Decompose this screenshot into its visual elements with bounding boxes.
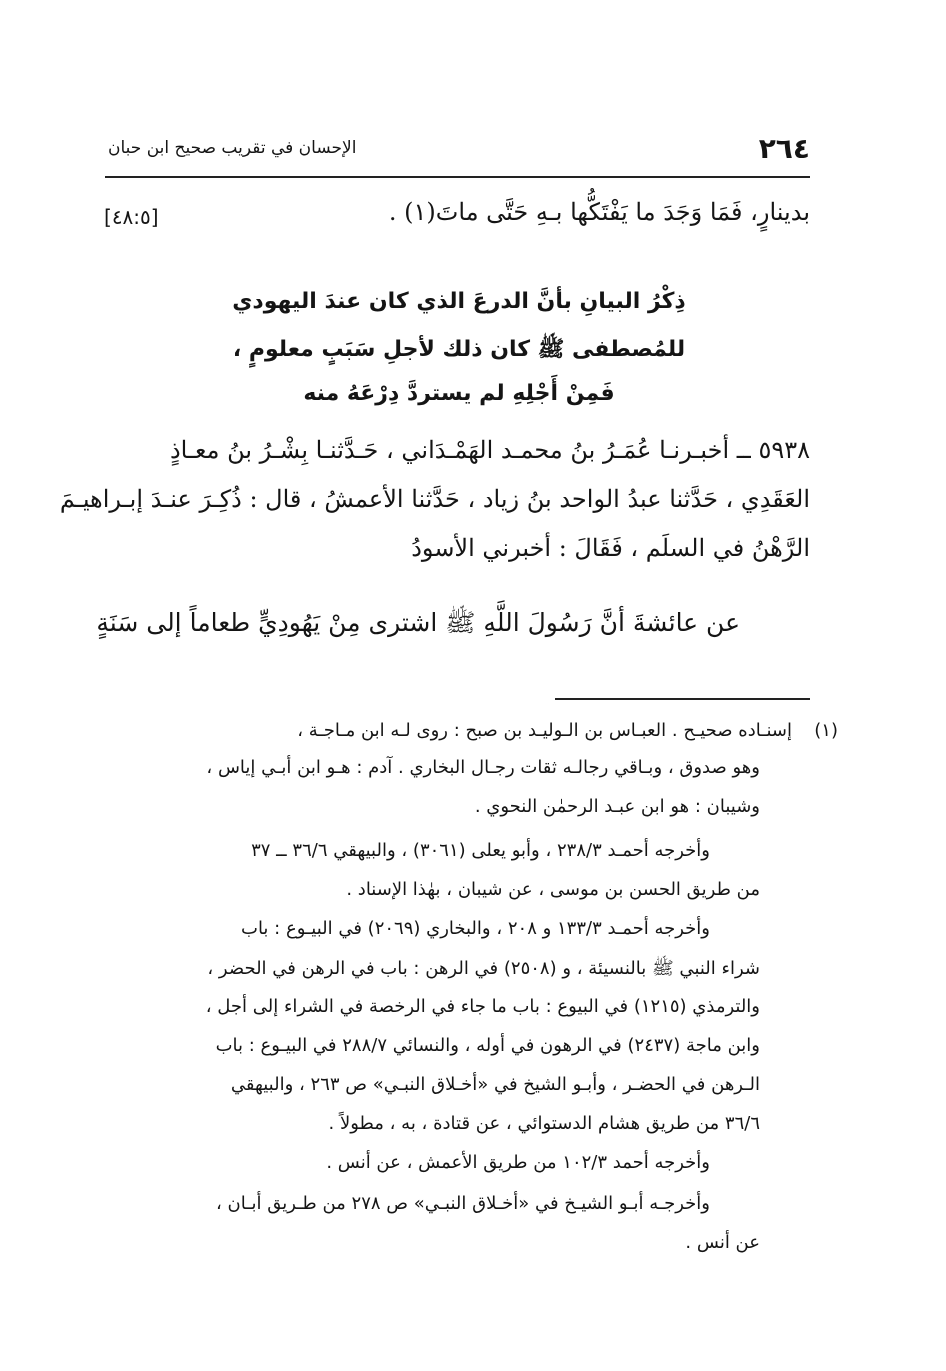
footnote-line: الـرهن في الحضـر ، وأبـو الشيخ في «أخـلاق النبـي» ص ٢٦٣ ، والبيهقي (230, 1074, 760, 1095)
footnote-line: ٣٦/٦ من طريق هشام الدستوائي ، عن قتادة ، به ، مطولاً . (328, 1113, 760, 1134)
footnote-line: عن أنس . (685, 1232, 760, 1253)
footnote-line: وأخرجـه أبـو الشيـخ في «أخـلاق النبـي» ص ٢٧٨ من طـريق أبـان ، (215, 1193, 710, 1214)
running-title: الإحسان في تقريب صحيح ابن حبان (108, 138, 357, 158)
footnote-rule (555, 698, 810, 700)
footnote-line: وأخرجه أحمد ١٠٢/٣ من طريق الأعمش ، عن أنس . (326, 1152, 710, 1173)
chapter-heading-line-2: للمُصطفى ﷺ كان ذلك لأجلِ سَبَبٍ معلومٍ ، (232, 337, 686, 362)
page-number: ٢٦٤ (758, 132, 810, 165)
chapter-heading-line-3: فَمِنْ أَجْلِهِ لم يستردَّ دِرْعَهُ منه (303, 381, 615, 406)
page-header (108, 132, 810, 172)
footnote-line: وأخرجه أحمـد ٢٣٨/٣ ، وأبو يعلى (٣٠٦١) ، والبيهقي ٣٦/٦ ــ ٣٧ (251, 840, 710, 861)
volume-reference: [٤٨:٥] (104, 205, 159, 229)
footnote-line: وابن ماجة (٢٤٣٧) في الرهون في أوله ، والنسائي ٢٨٨/٧ في البيـوع : باب (215, 1035, 760, 1056)
opening-line: بدينارٍ، فَمَا وَجَدَ ما يَفْتَكُّها بـهِ حَتَّى ماتَ(١) . (388, 198, 810, 226)
footnote-line: من طريق الحسن بن موسى ، عن شيبان ، بهٰذا الإسناد . (346, 879, 760, 900)
chapter-heading-line-1: ذِكْرُ البيانِ بأنَّ الدرعَ الذي كان عندَ اليهودي (232, 289, 686, 314)
footnote-line: والترمذي (١٢١٥) في البيوع : باب ما جاء في الرخصة في الشراء إلى أجل ، (205, 996, 760, 1017)
footnote-marker: (١) (814, 720, 838, 741)
footnote-line: وهو صدوق ، وبـاقي رجالـه ثقات رجـال البخاري . آدم : هـو ابن أبـي إياس ، (206, 757, 760, 778)
footnote-line: إسنـاده صحيـح . العبـاس بن الـوليـد بن صبح : روى لـه ابن مـاجـة ، (297, 720, 792, 741)
isnad-line-2: العَقَدِي ، حَدَّثنا عبدُ الواحد بنُ زياد ، حَدَّثنا الأعمشُ ، قال : ذُكِـرَ عنـدَ إبـراهيـمَ (59, 485, 810, 513)
isnad-line-1: ٥٩٣٨ ــ أخبـرنـا عُمَـرُ بنُ محمـد الهَمْـدَاني ، حَـدَّثنـا بِشْـرُ بنُ معـاذٍ (169, 436, 810, 464)
isnad-line-3: الرَّهْنُ في السلَم ، فَقَالَ : أخبرني الأسودُ (411, 534, 810, 562)
footnote-line: وأخرجه أحمـد ١٣٣/٣ و ٢٠٨ ، والبخاري (٢٠٦٩) في البيـوع : باب (241, 918, 710, 939)
hadith-matn: عن عائشةَ أنَّ رَسُولَ اللَّهِ ﷺ اشترى مِنْ يَهُودِيٍّ طعاماً إلى سَنَةٍ (96, 608, 740, 637)
header-rule (105, 176, 810, 178)
footnote-line: وشيبان : هو ابن عبـد الرحمٰن النحوي . (474, 796, 760, 817)
footnote-line: شراء النبي ﷺ بالنسيئة ، و (٢٥٠٨) في الرهن : باب في الرهن في الحضر ، (207, 958, 760, 979)
